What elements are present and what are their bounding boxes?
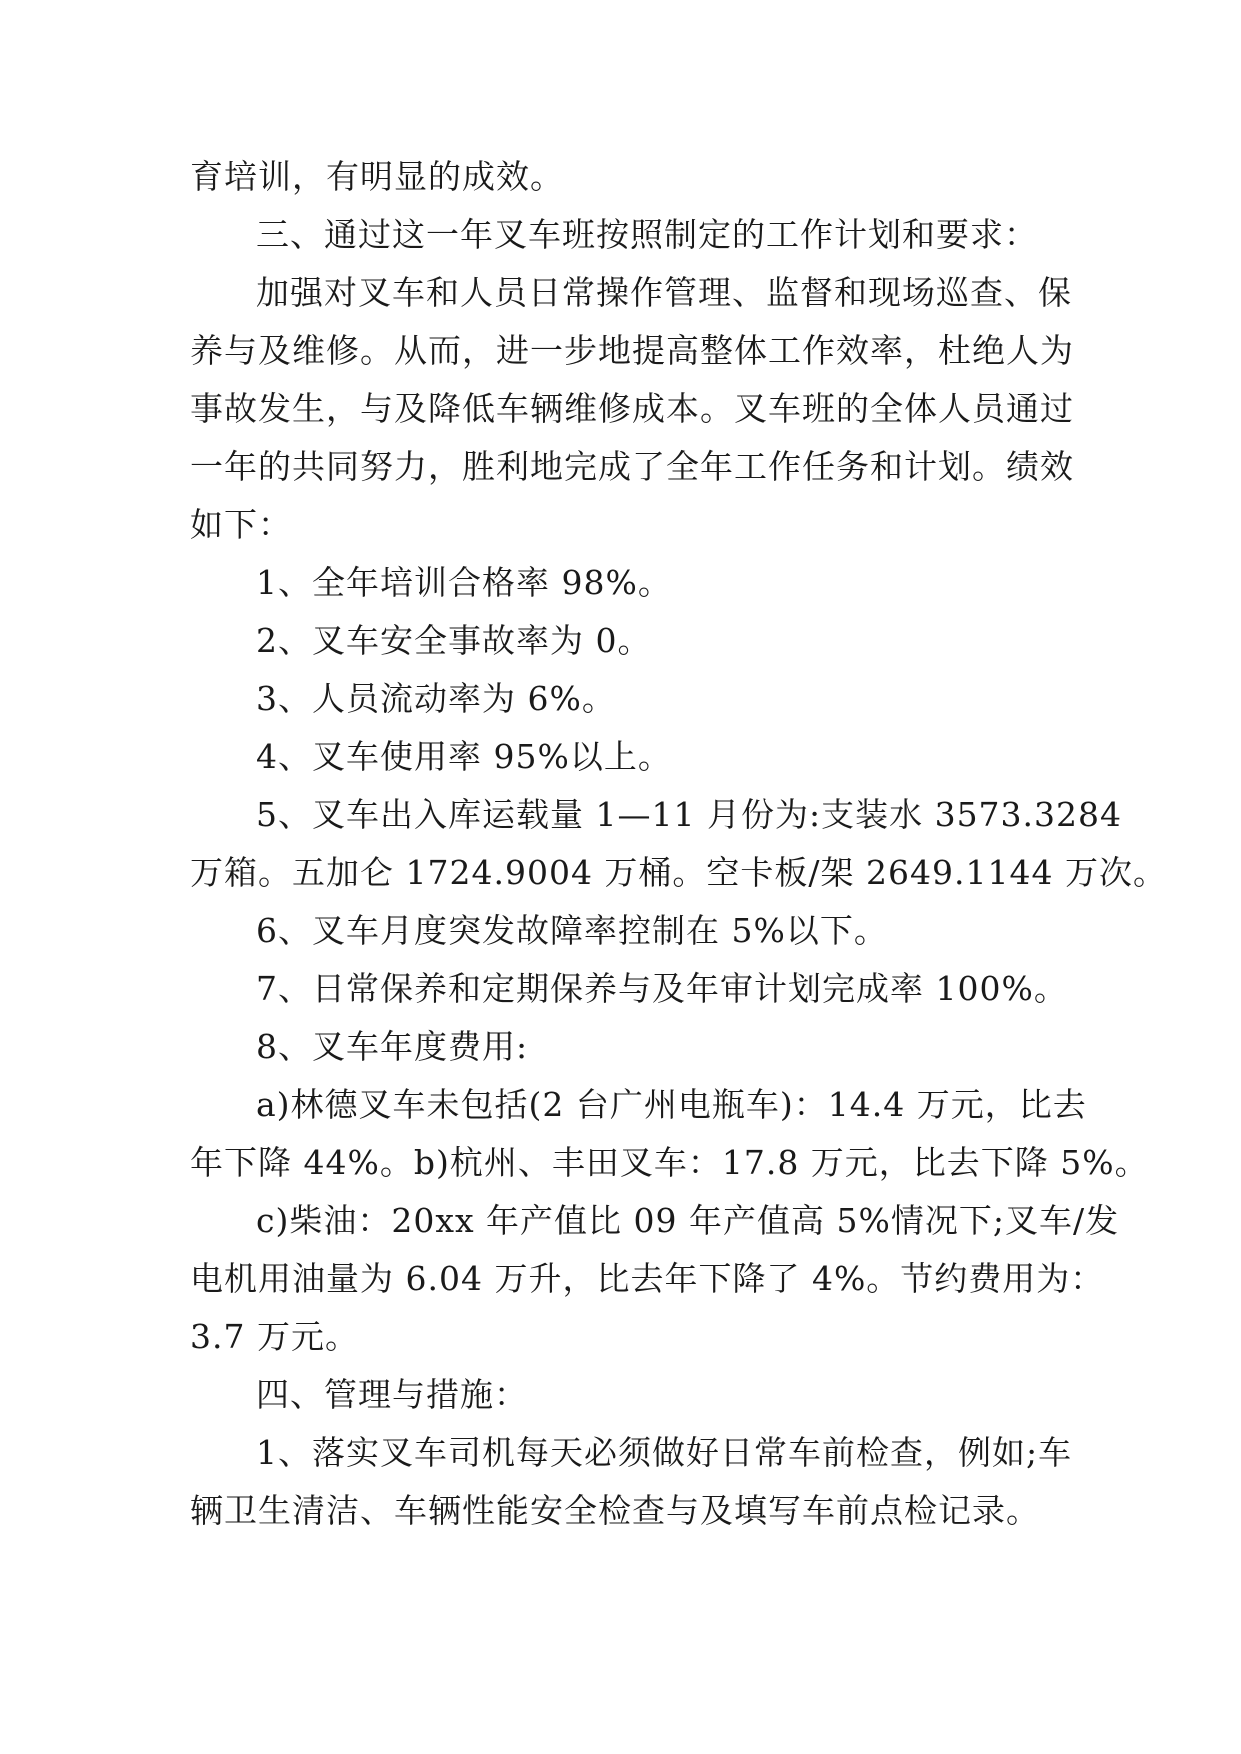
list-item: 1、落实叉车司机每天必须做好日常车前检查，例如;车 <box>256 1433 1073 1472</box>
document-body <box>190 148 1167 1540</box>
paragraph-line: 养与及维修。从而，进一步地提高整体工作效率，杜绝人为 <box>190 331 1074 370</box>
list-item: 5、叉车出入库运载量 1—11 月份为:支装水 3573.3284 <box>256 795 1123 834</box>
list-item: 1、全年培训合格率 98%。 <box>256 563 672 602</box>
list-item: 4、叉车使用率 95%以上。 <box>256 737 672 776</box>
section-heading: 四、管理与措施： <box>256 1375 528 1414</box>
paragraph-line: 3.7 万元。 <box>190 1317 359 1356</box>
paragraph-line: 年下降 44%。b)杭州、丰田叉车：17.8 万元，比去下降 5%。 <box>190 1143 1149 1182</box>
paragraph-line: 辆卫生清洁、车辆性能安全检查与及填写车前点检记录。 <box>190 1491 1040 1530</box>
paragraph-line: 一年的共同努力，胜利地完成了全年工作任务和计划。绩效 <box>190 447 1074 486</box>
sub-item: c)柴油：20xx 年产值比 09 年产值高 5%情况下;叉车/发 <box>256 1201 1120 1240</box>
list-item: 6、叉车月度突发故障率控制在 5%以下。 <box>256 911 888 950</box>
sub-item: a)林德叉车未包括(2 台广州电瓶车)：14.4 万元，比去 <box>256 1085 1087 1124</box>
paragraph-line: 电机用油量为 6.04 万升，比去年下降了 4%。节约费用为： <box>190 1259 1105 1298</box>
paragraph-line: 万箱。五加仑 1724.9004 万桶。空卡板/架 2649.1144 万次。 <box>190 853 1167 892</box>
paragraph-line: 加强对叉车和人员日常操作管理、监督和现场巡查、保 <box>256 273 1072 312</box>
paragraph-line: 三、通过这一年叉车班按照制定的工作计划和要求： <box>256 215 1038 254</box>
paragraph-line: 如下： <box>190 505 292 544</box>
paragraph-line: 事故发生，与及降低车辆维修成本。叉车班的全体人员通过 <box>190 389 1074 428</box>
list-item: 2、叉车安全事故率为 0。 <box>256 621 652 660</box>
list-item: 8、叉车年度费用: <box>256 1027 529 1066</box>
list-item: 3、人员流动率为 6%。 <box>256 679 616 718</box>
paragraph-line: 育培训，有明显的成效。 <box>190 157 564 196</box>
list-item: 7、日常保养和定期保养与及年审计划完成率 100%。 <box>256 969 1068 1008</box>
